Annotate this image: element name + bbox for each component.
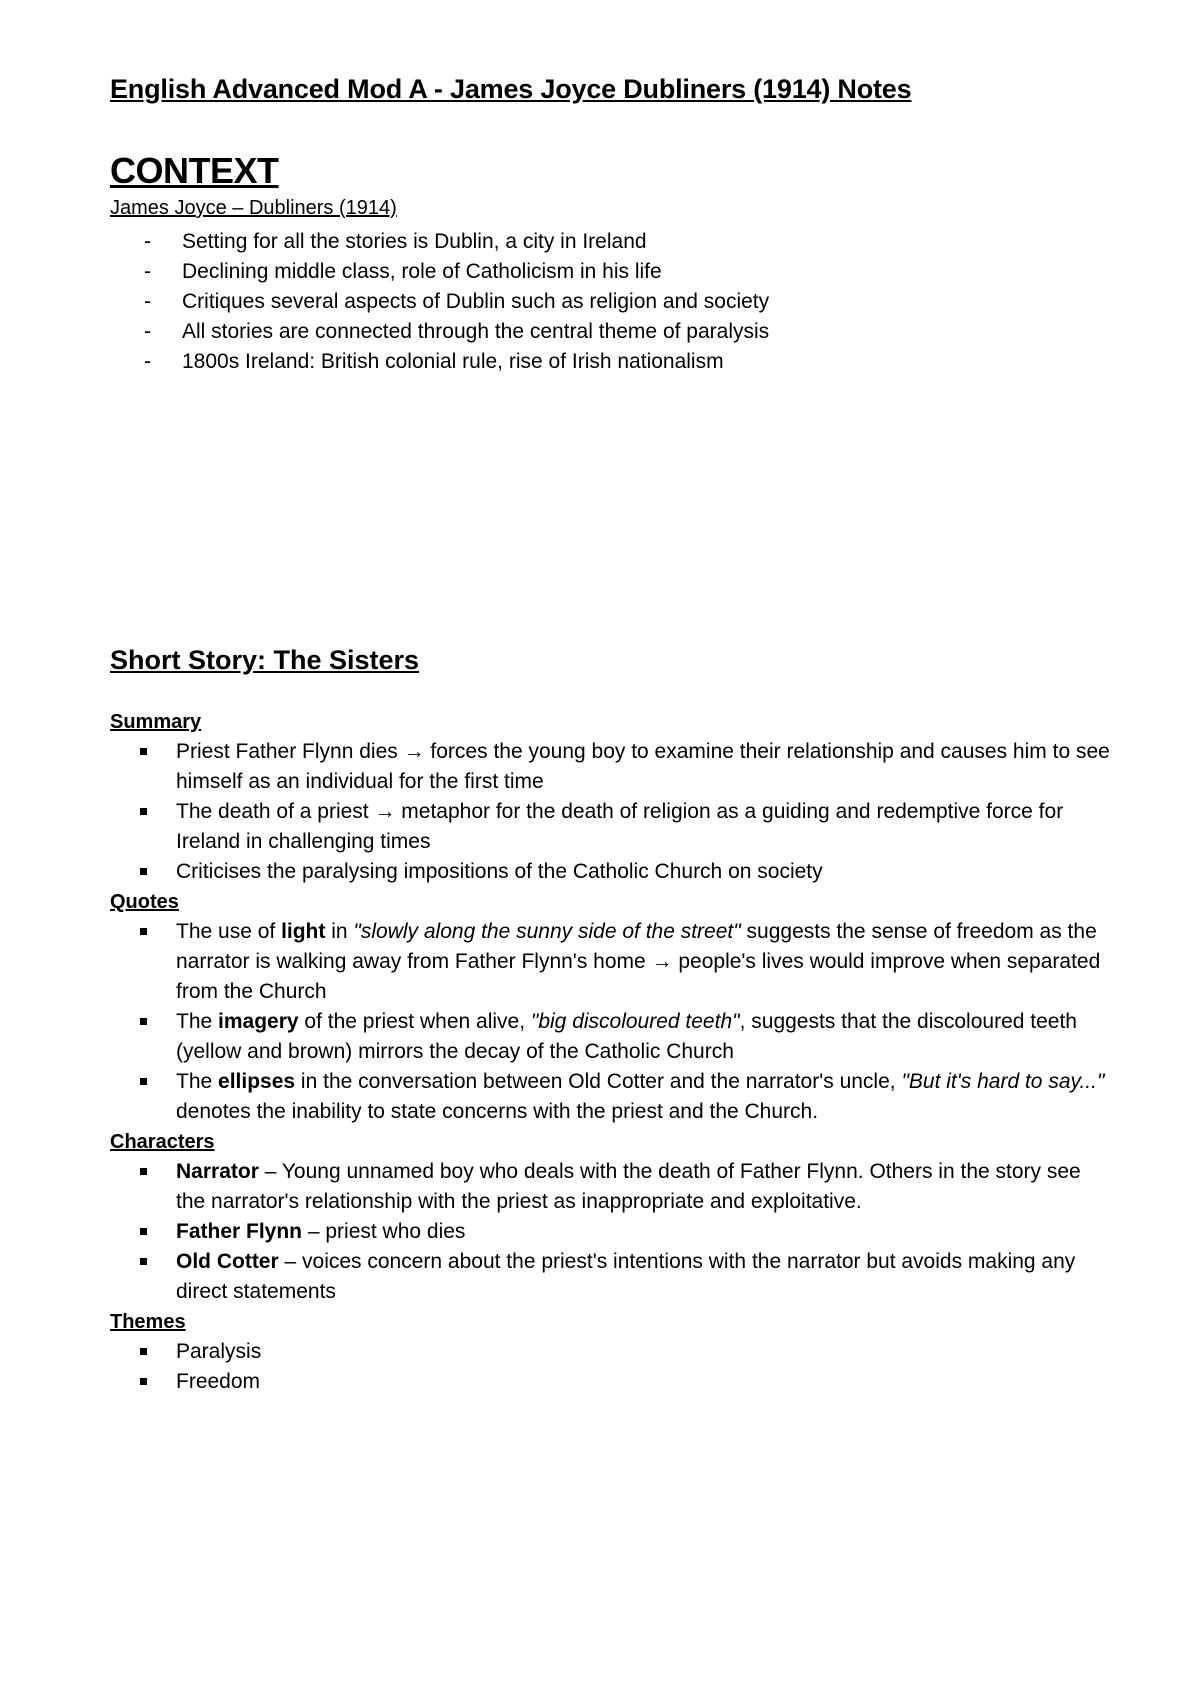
summary-label: Summary <box>110 711 202 733</box>
context-item-text: All stories are connected through the central theme of paralysis <box>182 320 770 343</box>
quote-text: "slowly along the sunny side of the street" <box>353 920 741 943</box>
list-item: The ellipses in the conversation between Old Cotter and the narrator's uncle, "But it's hard to say..." denotes the inability to state concerns with the priest and the Church. <box>110 1067 1110 1127</box>
context-item-text: Setting for all the stories is Dublin, a city in Ireland <box>182 230 647 253</box>
list-item <box>110 1217 1110 1247</box>
character-name: Narrator <box>176 1160 259 1183</box>
list-item <box>110 737 1110 797</box>
story-heading: Short Story: The Sisters <box>110 645 420 675</box>
list-item <box>110 1337 1110 1367</box>
context-list <box>110 227 769 377</box>
list-item: The imagery of the priest when alive, "big discoloured teeth", suggests that the discoloured teeth (yellow and brown) mirrors the decay of the Catholic Church <box>110 1007 1110 1067</box>
list-item: - All stories are connected through the central theme of paralysis <box>144 320 770 343</box>
summary-item-text: The death of a priest → metaphor for the death of religion as a guiding and redemptive force for Ireland in challenging times <box>176 800 1064 853</box>
list-item: The use of light in "slowly along the sunny side of the street" suggests the sense of freedom as the narrator is walking away from Father Flynn's home → people's lives would improve when separated from the Church <box>110 917 1110 1007</box>
context-item-text: Declining middle class, role of Catholicism in his life <box>182 260 662 283</box>
list-item: - Setting for all the stories is Dublin, a city in Ireland <box>144 230 647 253</box>
quotes-list <box>110 917 1110 1127</box>
characters-list <box>110 1157 1110 1307</box>
list-item: - Critiques several aspects of Dublin such as religion and society <box>144 290 770 313</box>
list-item <box>110 857 1110 887</box>
theme-text: Freedom <box>176 1370 261 1393</box>
context-item-text: 1800s Ireland: British colonial rule, rise of Irish nationalism <box>182 350 724 373</box>
themes-list <box>110 1337 1110 1397</box>
quotes-label: Quotes <box>110 891 179 913</box>
quote-term: imagery <box>218 1010 299 1033</box>
list-item <box>110 1367 1110 1397</box>
quote-text: "But it's hard to say..." <box>901 1070 1105 1093</box>
story-sections <box>110 707 1110 1397</box>
themes-label: Themes <box>110 1311 186 1333</box>
list-item <box>110 1157 1110 1217</box>
character-desc: – Young unnamed boy who deals with the death of Father Flynn. Others in the story see the narrator's relationship with the priest as inappropriate and exploitative. <box>176 1160 1081 1213</box>
character-desc: – priest who dies <box>302 1220 466 1243</box>
character-name: Father Flynn <box>176 1220 303 1243</box>
quote-term: light <box>281 920 326 943</box>
summary-item-text: Criticises the paralysing impositions of the Catholic Church on society <box>176 860 823 883</box>
character-desc: – voices concern about the priest's intentions with the narrator but avoids making any direct statements <box>176 1250 1076 1303</box>
quote-term: ellipses <box>218 1070 296 1093</box>
list-item <box>110 1247 1110 1307</box>
context-subheading: James Joyce – Dubliners (1914) <box>110 197 397 219</box>
summary-item-text: Priest Father Flynn dies → forces the young boy to examine their relationship and causes him to see himself as an individual for the first time <box>176 740 1110 793</box>
theme-text: Paralysis <box>176 1340 262 1363</box>
characters-label: Characters <box>110 1131 215 1153</box>
context-heading: CONTEXT <box>110 150 279 191</box>
list-item <box>110 797 1110 857</box>
character-name: Old Cotter <box>176 1250 279 1273</box>
context-item-text: Critiques several aspects of Dublin such as religion and society <box>182 290 770 313</box>
quote-text: "big discoloured teeth" <box>530 1010 740 1033</box>
summary-list <box>110 737 1110 887</box>
document-title: English Advanced Mod A - James Joyce Dubliners (1914) Notes <box>110 74 912 104</box>
list-item: - 1800s Ireland: British colonial rule, rise of Irish nationalism <box>144 350 724 373</box>
list-item: - Declining middle class, role of Catholicism in his life <box>144 260 662 283</box>
